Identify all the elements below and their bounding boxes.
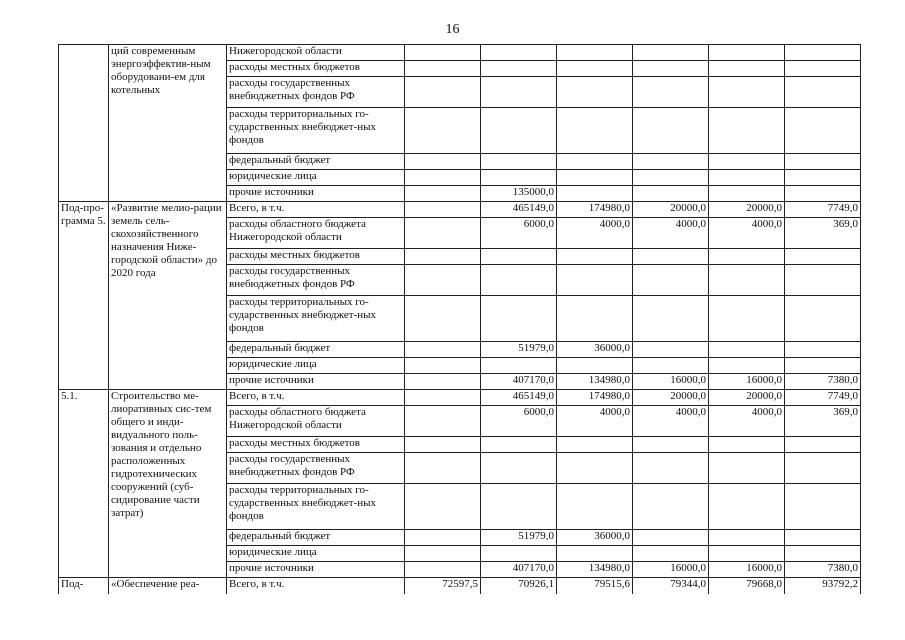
amount-cell: 369,0	[785, 406, 861, 437]
amount-cell	[481, 77, 557, 108]
amount-cell	[633, 108, 709, 154]
amount-cell	[633, 186, 709, 202]
amount-cell: 16000,0	[709, 374, 785, 390]
program-code	[59, 45, 109, 202]
amount-cell	[785, 296, 861, 342]
amount-cell	[405, 406, 481, 437]
amount-cell	[709, 249, 785, 265]
funding-source-label: расходы государственных внебюджетных фондов РФ	[227, 265, 405, 296]
amount-cell	[557, 108, 633, 154]
amount-cell	[785, 546, 861, 562]
amount-cell: 369,0	[785, 218, 861, 249]
amount-cell	[557, 61, 633, 77]
amount-cell: 6000,0	[481, 218, 557, 249]
amount-cell	[785, 484, 861, 530]
amount-cell	[405, 202, 481, 218]
amount-cell: 16000,0	[709, 562, 785, 578]
amount-cell	[405, 186, 481, 202]
amount-cell	[633, 342, 709, 358]
amount-cell: 174980,0	[557, 202, 633, 218]
amount-cell: 70926,1	[481, 578, 557, 594]
amount-cell	[633, 358, 709, 374]
amount-cell	[633, 77, 709, 108]
program-name: ций современным энергоэффектив-ным оборудовани-ем для котельных	[109, 45, 227, 202]
program-name: «Развитие мелио-рации земель сель-скохозяйственного назначения Ниже-городской области» до 2020 года	[109, 202, 227, 390]
amount-cell	[633, 249, 709, 265]
amount-cell	[405, 218, 481, 249]
amount-cell	[405, 562, 481, 578]
amount-cell: 465149,0	[481, 390, 557, 406]
table-row	[59, 578, 861, 594]
amount-cell	[709, 437, 785, 453]
amount-cell	[709, 108, 785, 154]
amount-cell: 93792,2	[785, 578, 861, 594]
amount-cell	[709, 296, 785, 342]
amount-cell	[633, 61, 709, 77]
amount-cell: 7749,0	[785, 390, 861, 406]
amount-cell: 7749,0	[785, 202, 861, 218]
amount-cell: 4000,0	[709, 406, 785, 437]
funding-source-label: расходы территориальных го-сударственных внебюджет-ных фондов	[227, 296, 405, 342]
amount-cell	[557, 265, 633, 296]
amount-cell	[405, 154, 481, 170]
amount-cell	[709, 530, 785, 546]
amount-cell	[785, 530, 861, 546]
page-number: 16	[445, 22, 460, 37]
amount-cell: 407170,0	[481, 374, 557, 390]
amount-cell	[633, 453, 709, 484]
amount-cell	[405, 453, 481, 484]
amount-cell	[405, 265, 481, 296]
amount-cell	[481, 170, 557, 186]
amount-cell	[557, 170, 633, 186]
funding-source-label: федеральный бюджет	[227, 154, 405, 170]
amount-cell	[785, 249, 861, 265]
amount-cell	[785, 170, 861, 186]
amount-cell	[557, 296, 633, 342]
amount-cell	[633, 45, 709, 61]
amount-cell	[405, 249, 481, 265]
amount-cell	[785, 77, 861, 108]
funding-source-label: расходы местных бюджетов	[227, 61, 405, 77]
amount-cell	[405, 342, 481, 358]
amount-cell	[481, 45, 557, 61]
table-row	[59, 45, 861, 61]
amount-cell	[481, 108, 557, 154]
amount-cell	[557, 186, 633, 202]
amount-cell	[633, 484, 709, 530]
amount-cell	[709, 546, 785, 562]
amount-cell: 4000,0	[709, 218, 785, 249]
budget-table	[58, 44, 861, 594]
funding-source-label: юридические лица	[227, 170, 405, 186]
amount-cell: 465149,0	[481, 202, 557, 218]
amount-cell: 36000,0	[557, 530, 633, 546]
amount-cell	[785, 45, 861, 61]
amount-cell	[709, 186, 785, 202]
amount-cell	[709, 484, 785, 530]
amount-cell: 79344,0	[633, 578, 709, 594]
amount-cell	[633, 154, 709, 170]
amount-cell	[405, 484, 481, 530]
amount-cell: 72597,5	[405, 578, 481, 594]
funding-source-label: Всего, в т.ч.	[227, 390, 405, 406]
amount-cell: 6000,0	[481, 406, 557, 437]
amount-cell	[785, 186, 861, 202]
amount-cell: 20000,0	[709, 202, 785, 218]
amount-cell: 36000,0	[557, 342, 633, 358]
funding-source-label: расходы государственных внебюджетных фондов РФ	[227, 453, 405, 484]
amount-cell	[481, 154, 557, 170]
amount-cell	[785, 453, 861, 484]
funding-source-label: расходы местных бюджетов	[227, 437, 405, 453]
amount-cell: 79668,0	[709, 578, 785, 594]
program-code: Под-	[59, 578, 109, 594]
amount-cell	[709, 154, 785, 170]
amount-cell	[405, 546, 481, 562]
amount-cell	[709, 342, 785, 358]
amount-cell	[633, 437, 709, 453]
funding-source-label: федеральный бюджет	[227, 530, 405, 546]
amount-cell	[785, 358, 861, 374]
amount-cell: 407170,0	[481, 562, 557, 578]
amount-cell	[709, 265, 785, 296]
funding-source-label: Всего, в т.ч.	[227, 578, 405, 594]
amount-cell	[633, 296, 709, 342]
amount-cell	[785, 154, 861, 170]
amount-cell: 7380,0	[785, 374, 861, 390]
amount-cell: 20000,0	[633, 202, 709, 218]
amount-cell	[405, 390, 481, 406]
amount-cell	[709, 77, 785, 108]
funding-source-label: Всего, в т.ч.	[227, 202, 405, 218]
amount-cell: 51979,0	[481, 342, 557, 358]
amount-cell: 16000,0	[633, 374, 709, 390]
funding-source-label: расходы областного бюджета Нижегородской области	[227, 218, 405, 249]
amount-cell: 174980,0	[557, 390, 633, 406]
funding-source-label: расходы областного бюджета Нижегородской области	[227, 406, 405, 437]
amount-cell	[633, 546, 709, 562]
funding-source-label: прочие источники	[227, 374, 405, 390]
amount-cell	[709, 45, 785, 61]
amount-cell: 4000,0	[633, 406, 709, 437]
amount-cell	[405, 358, 481, 374]
funding-source-label: расходы местных бюджетов	[227, 249, 405, 265]
amount-cell: 4000,0	[633, 218, 709, 249]
amount-cell: 135000,0	[481, 186, 557, 202]
amount-cell	[481, 453, 557, 484]
amount-cell: 51979,0	[481, 530, 557, 546]
program-name: «Обеспечение реа-	[109, 578, 227, 594]
amount-cell	[481, 358, 557, 374]
amount-cell	[405, 77, 481, 108]
amount-cell	[557, 358, 633, 374]
amount-cell: 4000,0	[557, 218, 633, 249]
amount-cell: 4000,0	[557, 406, 633, 437]
amount-cell	[633, 530, 709, 546]
funding-source-label: расходы государственных внебюджетных фондов РФ	[227, 77, 405, 108]
program-code: 5.1.	[59, 390, 109, 578]
amount-cell	[405, 45, 481, 61]
amount-cell	[709, 61, 785, 77]
amount-cell: 134980,0	[557, 562, 633, 578]
funding-source-label: юридические лица	[227, 546, 405, 562]
funding-source-label: федеральный бюджет	[227, 342, 405, 358]
funding-source-label: расходы территориальных го-сударственных внебюджет-ных фондов	[227, 108, 405, 154]
amount-cell	[481, 296, 557, 342]
amount-cell: 16000,0	[633, 562, 709, 578]
amount-cell	[481, 265, 557, 296]
amount-cell	[709, 453, 785, 484]
amount-cell	[785, 265, 861, 296]
amount-cell	[481, 61, 557, 77]
amount-cell: 20000,0	[709, 390, 785, 406]
funding-source-label: прочие источники	[227, 186, 405, 202]
amount-cell	[709, 170, 785, 186]
amount-cell	[405, 530, 481, 546]
amount-cell	[557, 249, 633, 265]
amount-cell	[785, 108, 861, 154]
amount-cell: 20000,0	[633, 390, 709, 406]
amount-cell: 7380,0	[785, 562, 861, 578]
amount-cell	[633, 170, 709, 186]
amount-cell	[557, 154, 633, 170]
amount-cell	[405, 170, 481, 186]
amount-cell	[405, 108, 481, 154]
amount-cell	[557, 77, 633, 108]
amount-cell	[405, 374, 481, 390]
amount-cell	[785, 437, 861, 453]
amount-cell	[405, 437, 481, 453]
funding-source-label: прочие источники	[227, 562, 405, 578]
program-code: Под-про-грамма 5.	[59, 202, 109, 390]
funding-source-label: юридические лица	[227, 358, 405, 374]
table-row	[59, 390, 861, 406]
funding-source-label: расходы территориальных го-сударственных внебюджет-ных фондов	[227, 484, 405, 530]
amount-cell	[481, 484, 557, 530]
amount-cell	[557, 484, 633, 530]
amount-cell	[709, 358, 785, 374]
amount-cell	[557, 453, 633, 484]
amount-cell	[557, 45, 633, 61]
amount-cell	[557, 546, 633, 562]
amount-cell	[481, 546, 557, 562]
amount-cell: 79515,6	[557, 578, 633, 594]
funding-source-label: Нижегородской области	[227, 45, 405, 61]
amount-cell	[633, 265, 709, 296]
amount-cell	[481, 249, 557, 265]
amount-cell	[557, 437, 633, 453]
amount-cell	[405, 61, 481, 77]
amount-cell	[785, 342, 861, 358]
amount-cell	[481, 437, 557, 453]
amount-cell: 134980,0	[557, 374, 633, 390]
amount-cell	[785, 61, 861, 77]
program-name: Строительство ме-лиоративных сис-тем общего и инди-видуального поль-зования и отдельно расположенных гидротехнических сооружений (суб-сидирование части затрат)	[109, 390, 227, 578]
table-row	[59, 202, 861, 218]
amount-cell	[405, 296, 481, 342]
